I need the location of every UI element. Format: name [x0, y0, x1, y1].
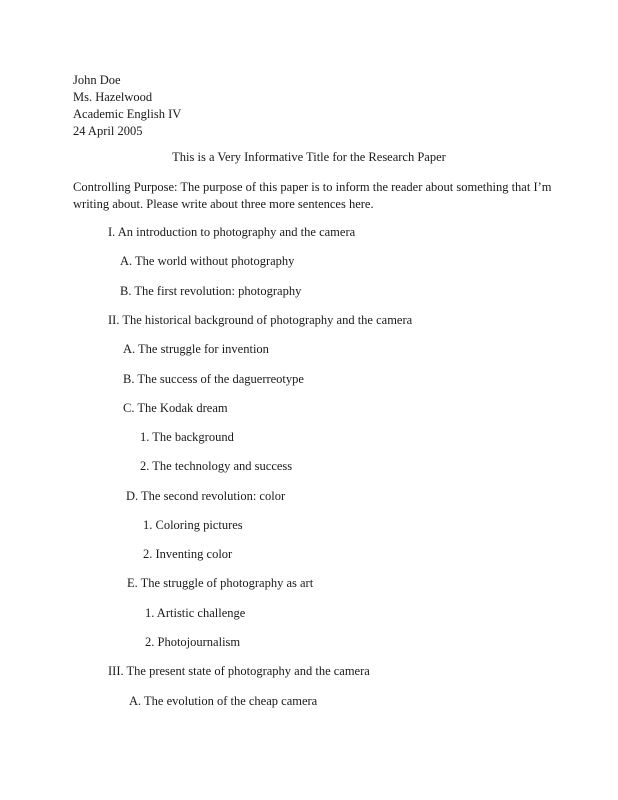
outline-item: I. An introduction to photography and the camera [108, 225, 356, 239]
outline-item: A. The struggle for invention [123, 342, 269, 356]
outline-item: B. The success of the daguerreotype [123, 372, 304, 386]
outline-item: 1. Artistic challenge [145, 606, 246, 620]
outline-item: III. The present state of photography and the camera [108, 664, 370, 678]
outline-item: 2. Inventing color [143, 547, 233, 561]
outline-item: E. The struggle of photography as art [127, 576, 314, 590]
outline-item: A. The evolution of the cheap camera [129, 694, 318, 708]
instructor-name: Ms. Hazelwood [73, 90, 153, 104]
paper-title: This is a Very Informative Title for the Research Paper [172, 150, 446, 164]
outline-item: A. The world without photography [120, 254, 295, 268]
paper-date: 24 April 2005 [73, 124, 143, 138]
course-name: Academic English IV [73, 107, 182, 121]
outline-item: 2. Photojournalism [145, 635, 241, 649]
controlling-purpose: Controlling Purpose: The purpose of this paper is to inform the reader about something that I’m writing about. Please write about three more sentences here. [73, 180, 552, 211]
outline-item: D. The second revolution: color [126, 489, 286, 503]
outline-item: B. The first revolution: photography [120, 284, 302, 298]
outline-item: 1. Coloring pictures [143, 518, 243, 532]
outline-item: C. The Kodak dream [123, 401, 228, 415]
outline-item: II. The historical background of photography and the camera [108, 313, 413, 327]
outline-item: 2. The technology and success [140, 459, 293, 473]
outline-item: 1. The background [140, 430, 234, 444]
author-name: John Doe [73, 73, 121, 87]
